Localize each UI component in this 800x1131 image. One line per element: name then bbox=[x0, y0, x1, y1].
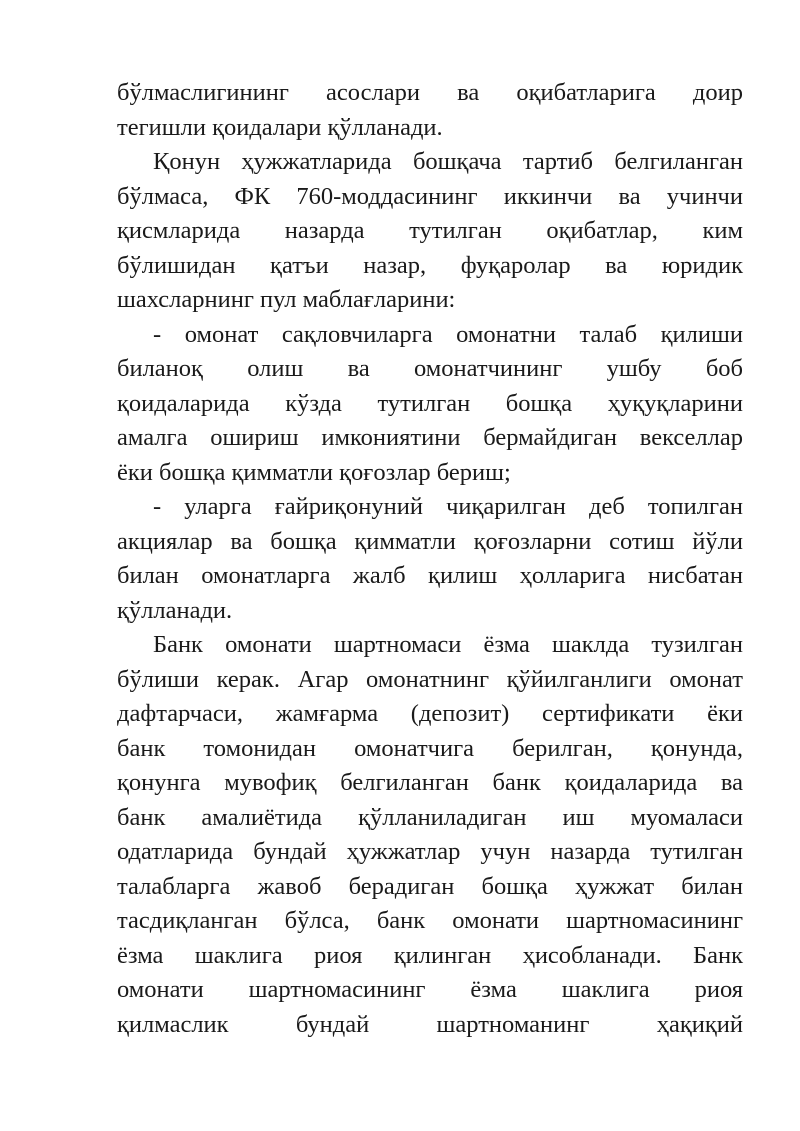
text-line: одатларида бундай ҳужжатлар учун назарда тутилган bbox=[117, 838, 743, 865]
text-line: қонунга мувофиқ белгиланган банк қоидаларида ва bbox=[117, 769, 743, 796]
text-line: дафтарчаси, жамғарма (депозит) сертификати ёки bbox=[117, 700, 743, 727]
text-line: акциялар ва бошқа қимматли қоғозларни сотиш йўли bbox=[117, 527, 743, 555]
text-line: ёзма шаклига риоя қилинган ҳисобланади. Банк bbox=[117, 941, 743, 969]
text-line: талабларга жавоб берадиган бошқа ҳужжат билан bbox=[117, 872, 743, 900]
text-line: ёки бошқа қимматли қоғозлар бериш; bbox=[117, 458, 511, 486]
text-line: банк томонидан омонатчига берилган, қонунда, bbox=[117, 734, 743, 762]
text-line: бўлмаса, ФК 760-моддасининг иккинчи ва учинчи bbox=[117, 182, 743, 210]
document-body-text bbox=[117, 76, 743, 1042]
text-line: - омонат сақловчиларга омонатни талаб қилиши bbox=[153, 320, 743, 348]
text-line: шахсларнинг пул маблағларини: bbox=[117, 286, 456, 313]
text-line: тегишли қоидалари қўлланади. bbox=[117, 113, 443, 141]
text-line: биланоқ олиш ва омонатчининг ушбу боб bbox=[117, 355, 743, 382]
text-line: банк амалиётида қўлланиладиган иш муомаласи bbox=[117, 803, 743, 831]
text-line: билан омонатларга жалб қилиш ҳолларига нисбатан bbox=[117, 562, 743, 589]
text-line: бўлиши керак. Агар омонатнинг қўйилганлиги омонат bbox=[117, 665, 743, 693]
text-line: қўлланади. bbox=[117, 596, 233, 624]
text-line: қоидаларида кўзда тутилган бошқа ҳуқуқларини bbox=[117, 389, 743, 417]
text-line: омонати шартномасининг ёзма шаклига риоя bbox=[117, 976, 743, 1003]
text-line: қилмаслик бундай шартноманинг ҳақиқий bbox=[117, 1010, 743, 1038]
text-line: амалга ошириш имкониятини бермайдиган векселлар bbox=[117, 424, 743, 451]
text-line: бўлмаслигининг асослари ва оқибатларига доир bbox=[117, 79, 743, 106]
text-line: - уларга ғайриқонуний чиқарилган деб топилган bbox=[153, 493, 743, 520]
text-line: тасдиқланган бўлса, банк омонати шартномасининг bbox=[117, 907, 743, 934]
text-line: бўлишидан қатъи назар, фуқаролар ва юридик bbox=[117, 251, 743, 279]
text-line: Қонун ҳужжатларида бошқача тартиб белгиланган bbox=[153, 148, 743, 175]
text-line: Банк омонати шартномаси ёзма шаклда тузилган bbox=[153, 631, 743, 658]
text-line: қисмларида назарда тутилган оқибатлар, ким bbox=[117, 217, 743, 244]
